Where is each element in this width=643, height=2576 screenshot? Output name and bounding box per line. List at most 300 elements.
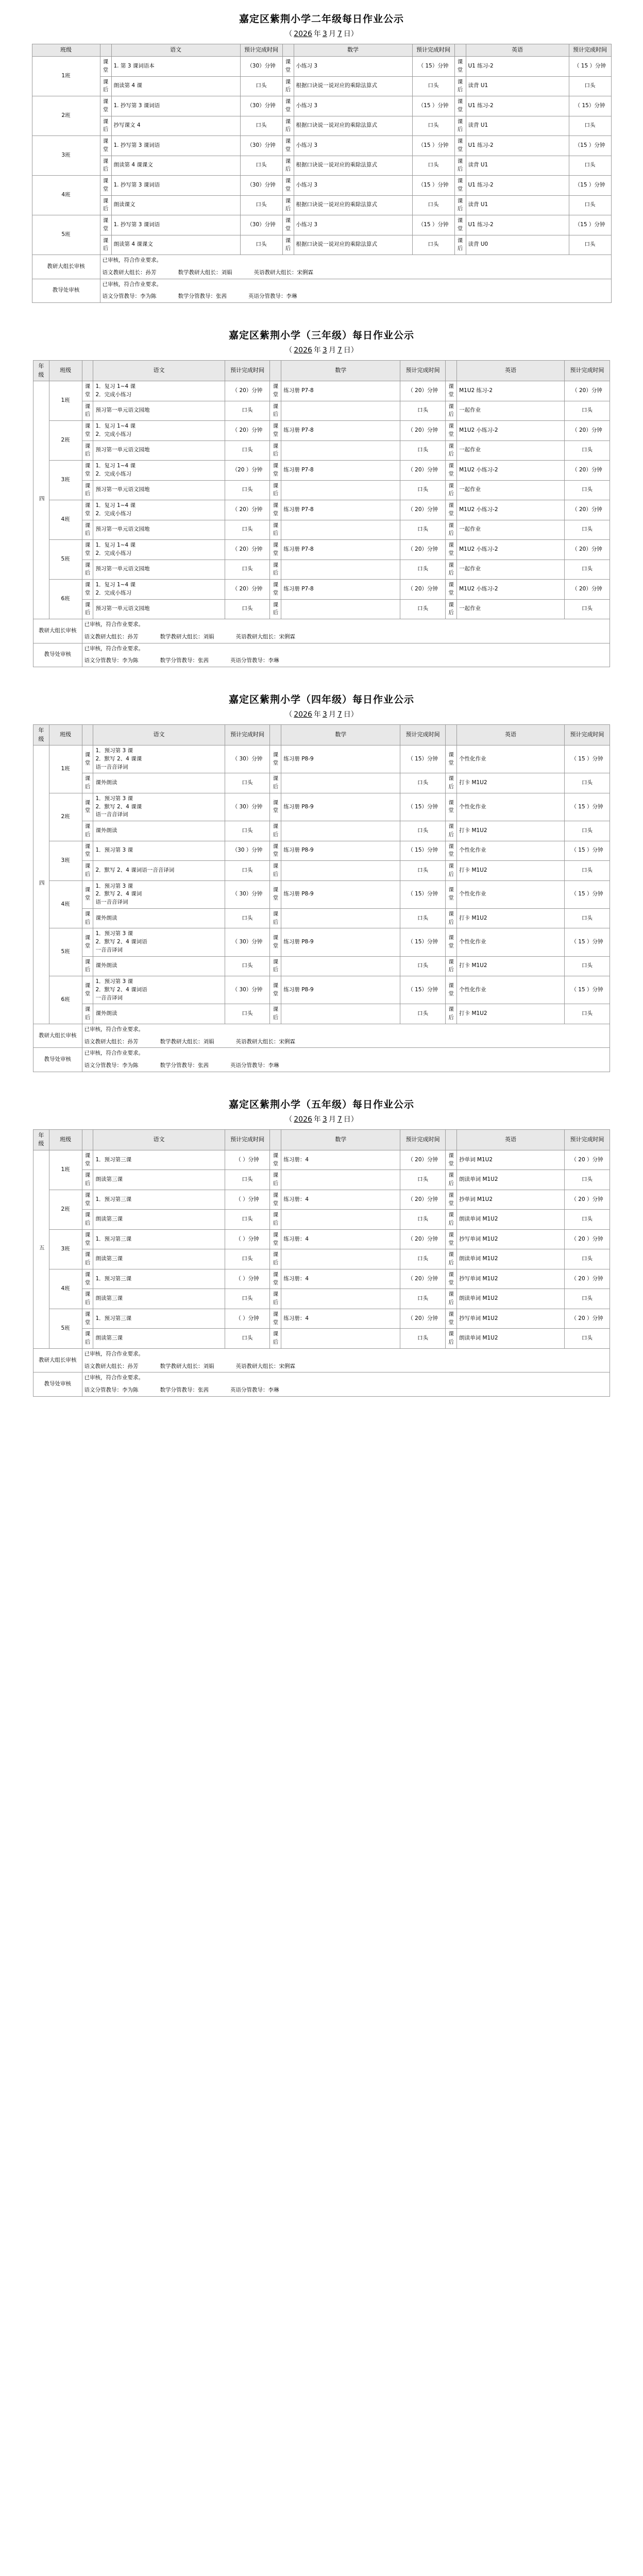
session-kind-chinese: 课堂 <box>82 461 93 481</box>
english-duration: （ 20）分钟 <box>564 421 610 441</box>
chinese-duration: （30 ）分钟 <box>225 841 270 861</box>
session-kind-math: 课后 <box>282 195 294 215</box>
page-title: 嘉定区紫荆小学（五年级）每日作业公示 <box>228 1098 414 1110</box>
column-header: 语文 <box>93 361 225 381</box>
session-kind-english: 课堂 <box>454 96 466 116</box>
chinese-duration: （30）分钟 <box>240 96 282 116</box>
session-kind-math: 课堂 <box>270 381 281 401</box>
column-header <box>454 44 466 57</box>
math-assignment <box>281 440 400 461</box>
math-duration: 口头 <box>400 1329 446 1349</box>
signoff-signers <box>84 1387 301 1393</box>
session-kind-chinese: 课后 <box>82 1004 93 1024</box>
signoff-label: 教导处审核 <box>33 643 82 667</box>
english-duration: （15 ）分钟 <box>569 215 611 235</box>
session-kind-chinese: 课堂 <box>100 215 111 235</box>
column-header <box>446 725 457 745</box>
column-header: 班级 <box>49 361 82 381</box>
session-kind-english: 课后 <box>446 861 457 881</box>
signoff-statement: 已审核，符合作业要求。 <box>102 257 162 263</box>
table-row <box>33 928 610 956</box>
chinese-assignment: 1. 抄写第 3 课词语 <box>111 136 240 156</box>
math-duration: 口头 <box>412 195 454 215</box>
class-label: 4班 <box>49 500 82 540</box>
column-header: 预计完成时间 <box>225 1129 270 1150</box>
math-assignment: 练习册：4 <box>281 1190 400 1210</box>
date-day-value: 7 <box>337 1115 342 1124</box>
english-duration: （ 20 ）分钟 <box>564 1269 610 1289</box>
math-duration: （ 15）分钟 <box>400 745 446 773</box>
signoff-body <box>82 1024 610 1048</box>
homework-table <box>33 360 610 667</box>
english-duration: 口头 <box>564 1289 610 1309</box>
column-header: 预计完成时间 <box>564 361 610 381</box>
table-row <box>33 520 610 540</box>
table-row <box>33 1269 610 1289</box>
math-assignment <box>281 821 400 841</box>
chinese-duration: （ 30）分钟 <box>225 928 270 956</box>
session-kind-english: 课后 <box>446 560 457 580</box>
session-kind-math: 课后 <box>270 1329 281 1349</box>
math-assignment: 小练习 3 <box>294 176 412 196</box>
math-assignment <box>281 1289 400 1309</box>
table-row <box>32 176 611 196</box>
class-label: 2班 <box>49 793 82 841</box>
math-assignment: 根据口诀说一说对应的乘除法算式 <box>294 156 412 176</box>
english-assignment: 朗读单词 M1U2 <box>457 1249 565 1269</box>
english-assignment: M1U2 小练习-2 <box>457 500 565 520</box>
signoff-label: 教研大组长审核 <box>32 255 100 279</box>
math-assignment <box>281 861 400 881</box>
signoff-signers <box>103 293 319 299</box>
column-header <box>270 725 281 745</box>
class-label: 1班 <box>49 381 82 421</box>
session-kind-english: 课堂 <box>446 1229 457 1249</box>
session-kind-english: 课堂 <box>454 136 466 156</box>
english-duration: 口头 <box>564 401 610 421</box>
signoff-row <box>33 1348 610 1372</box>
table-row <box>32 136 611 156</box>
chinese-assignment: 朗读第三课 <box>93 1289 225 1309</box>
math-assignment: 练习册 P8-9 <box>281 928 400 956</box>
session-kind-chinese: 课后 <box>100 156 111 176</box>
session-kind-chinese: 课堂 <box>100 176 111 196</box>
class-label: 6班 <box>49 580 82 619</box>
session-kind-chinese: 课堂 <box>82 880 93 908</box>
chinese-assignment: 朗读第三课 <box>93 1249 225 1269</box>
english-duration: （ 20）分钟 <box>564 381 610 401</box>
signoff-signer: 语文教研大组长：孙芳 <box>102 269 157 276</box>
session-kind-math: 课后 <box>270 440 281 461</box>
session-kind-chinese: 课后 <box>82 1249 93 1269</box>
english-assignment: 打卡 M1U2 <box>457 908 565 928</box>
math-duration: （ 20）分钟 <box>400 540 446 560</box>
signoff-row <box>33 1372 610 1397</box>
english-assignment: 读背 U1 <box>466 156 569 176</box>
math-assignment: 练习册 P7-8 <box>281 540 400 560</box>
chinese-assignment: 朗读第 4 课课文 <box>111 235 240 255</box>
chinese-duration: （30）分钟 <box>240 136 282 156</box>
signoff-signer: 语文分管教导：李为陈 <box>84 1387 139 1393</box>
date-year-unit: 年 <box>313 1115 321 1124</box>
math-assignment <box>281 480 400 500</box>
chinese-assignment: 1. 抄写第 3 课词语 <box>111 215 240 235</box>
signoff-body <box>82 643 610 667</box>
session-kind-chinese: 课后 <box>82 480 93 500</box>
session-kind-english: 课后 <box>446 908 457 928</box>
chinese-assignment: 1. 第 3 课词语本 <box>111 57 240 77</box>
math-duration: 口头 <box>400 861 446 881</box>
signoff-signer: 语文分管教导：李为陈 <box>84 1062 139 1069</box>
session-kind-chinese: 课堂 <box>100 96 111 116</box>
session-kind-math: 课后 <box>270 1249 281 1269</box>
english-assignment: 个性化作业 <box>457 793 565 821</box>
chinese-duration: 口头 <box>225 560 270 580</box>
session-kind-chinese: 课后 <box>82 861 93 881</box>
chinese-assignment: 预习第一单元语文园地 <box>93 480 225 500</box>
session-kind-chinese: 课堂 <box>82 1150 93 1170</box>
math-duration: 口头 <box>400 1249 446 1269</box>
english-duration: 口头 <box>569 235 611 255</box>
session-kind-math: 课堂 <box>270 1190 281 1210</box>
english-duration: （ 15 ）分钟 <box>564 793 610 821</box>
chinese-duration: 口头 <box>240 76 282 96</box>
english-duration: 口头 <box>569 76 611 96</box>
chinese-duration: 口头 <box>225 1289 270 1309</box>
session-kind-chinese: 课后 <box>82 1210 93 1230</box>
math-duration: 口头 <box>400 1210 446 1230</box>
table-row <box>32 96 611 116</box>
session-kind-english: 课堂 <box>446 1150 457 1170</box>
english-duration: 口头 <box>564 1004 610 1024</box>
table-row <box>33 841 610 861</box>
english-assignment: 个性化作业 <box>457 880 565 908</box>
session-kind-math: 课后 <box>282 76 294 96</box>
math-duration: 口头 <box>400 480 446 500</box>
session-kind-chinese: 课后 <box>82 1329 93 1349</box>
math-assignment <box>281 1170 400 1190</box>
date-month-unit: 月 <box>328 30 336 38</box>
math-assignment <box>281 599 400 619</box>
chinese-duration: （30）分钟 <box>240 57 282 77</box>
chinese-duration: （30）分钟 <box>240 176 282 196</box>
class-label: 4班 <box>49 1269 82 1309</box>
english-duration: 口头 <box>564 480 610 500</box>
english-assignment: U1 练习-2 <box>466 57 569 77</box>
english-duration: （ 20 ）分钟 <box>564 1309 610 1329</box>
chinese-assignment: 朗读课文 <box>111 195 240 215</box>
signoff-signer: 数学分管教导：张茜 <box>160 657 209 664</box>
english-assignment: 打卡 M1U2 <box>457 861 565 881</box>
signoff-signer: 英语分管教导：李琳 <box>248 293 297 300</box>
chinese-assignment: 1．复习 1~4 课 2．完成小练习 <box>93 500 225 520</box>
english-duration: （ 20 ）分钟 <box>564 1190 610 1210</box>
math-duration: （ 20）分钟 <box>400 1309 446 1329</box>
signoff-statement: 已审核，符合作业要求。 <box>84 1026 144 1032</box>
table-row <box>32 195 611 215</box>
math-assignment: 根据口诀说一说对应的乘除法算式 <box>294 76 412 96</box>
english-assignment: 抄写单词 M1U2 <box>457 1269 565 1289</box>
column-header: 预计完成时间 <box>400 361 446 381</box>
english-assignment: M1U2 小练习-2 <box>457 421 565 441</box>
signoff-label: 教导处审核 <box>33 1372 82 1397</box>
session-kind-chinese: 课后 <box>82 401 93 421</box>
english-duration: 口头 <box>569 116 611 136</box>
math-duration: （15 ）分钟 <box>412 136 454 156</box>
chinese-assignment: 预习第一单元语文园地 <box>93 440 225 461</box>
column-header: 语文 <box>93 1129 225 1150</box>
session-kind-english: 课堂 <box>446 421 457 441</box>
column-header <box>270 1129 281 1150</box>
session-kind-chinese: 课后 <box>100 195 111 215</box>
date-day-unit: 日 <box>343 1115 351 1124</box>
chinese-assignment: 1．预习第三课 <box>93 1269 225 1289</box>
class-label: 5班 <box>49 928 82 976</box>
date-day-unit: 日 <box>343 346 351 354</box>
column-header <box>82 725 93 745</box>
english-duration: （ 15）分钟 <box>569 96 611 116</box>
chinese-assignment: 1．复习 1~4 课 2．完成小练习 <box>93 540 225 560</box>
signoff-body <box>100 279 611 303</box>
chinese-duration: 口头 <box>240 235 282 255</box>
chinese-duration: 口头 <box>225 401 270 421</box>
grade-label <box>33 381 49 619</box>
english-duration: （ 20）分钟 <box>564 461 610 481</box>
signoff-signers <box>84 634 317 640</box>
chinese-assignment: 1．预习第 3 课 2．默写 2、4 课词语 一音音译词 <box>93 928 225 956</box>
math-duration: 口头 <box>400 401 446 421</box>
chinese-duration: 口头 <box>225 908 270 928</box>
math-assignment <box>281 1004 400 1024</box>
english-assignment: 个性化作业 <box>457 976 565 1004</box>
session-kind-chinese: 课堂 <box>82 540 93 560</box>
date-month-value: 3 <box>322 30 327 38</box>
chinese-duration: 口头 <box>225 1249 270 1269</box>
session-kind-math: 课后 <box>270 1210 281 1230</box>
chinese-duration: （ 20）分钟 <box>225 580 270 600</box>
math-duration: （15 ）分钟 <box>412 215 454 235</box>
session-kind-chinese: 课后 <box>82 560 93 580</box>
session-kind-english: 课后 <box>446 956 457 976</box>
signoff-statement: 已审核，符合作业要求。 <box>84 621 144 628</box>
math-duration: （ 20）分钟 <box>400 1190 446 1210</box>
publish-date <box>0 1114 643 1129</box>
english-assignment: 抄写单词 M1U2 <box>457 1229 565 1249</box>
session-kind-math: 课堂 <box>270 745 281 773</box>
math-duration: （ 15）分钟 <box>400 928 446 956</box>
signoff-signer: 语文分管教导：李为陈 <box>102 293 157 300</box>
math-assignment: 练习册 P8-9 <box>281 793 400 821</box>
signoff-signer: 语文教研大组长：孙芳 <box>84 1363 139 1369</box>
homework-table <box>33 1129 610 1397</box>
session-kind-english: 课堂 <box>446 381 457 401</box>
column-header: 数学 <box>281 725 400 745</box>
publish-date <box>0 28 643 44</box>
table-row <box>33 908 610 928</box>
math-duration: 口头 <box>400 1004 446 1024</box>
chinese-assignment: 1．预习第 3 课 2．默写 2、4 课词语 一音音译词 <box>93 976 225 1004</box>
session-kind-english: 课后 <box>446 401 457 421</box>
english-duration: （ 15 ）分钟 <box>569 57 611 77</box>
math-duration: 口头 <box>412 235 454 255</box>
grade-label <box>33 1150 49 1348</box>
chinese-assignment: 1．复习 1~4 课 2．完成小练习 <box>93 580 225 600</box>
math-duration: 口头 <box>400 1170 446 1190</box>
date-close-paren: ） <box>350 710 358 719</box>
date-month-unit: 月 <box>328 710 336 719</box>
english-assignment: 抄单词 M1U2 <box>457 1150 565 1170</box>
table-row <box>33 1289 610 1309</box>
math-duration: （ 20）分钟 <box>400 500 446 520</box>
english-assignment: 抄单词 M1U2 <box>457 1190 565 1210</box>
session-kind-math: 课后 <box>270 861 281 881</box>
session-kind-chinese: 课后 <box>82 520 93 540</box>
math-duration: （ 15）分钟 <box>400 880 446 908</box>
session-kind-math: 课后 <box>270 1004 281 1024</box>
english-assignment: 个性化作业 <box>457 841 565 861</box>
session-kind-math: 课堂 <box>282 57 294 77</box>
session-kind-math: 课后 <box>270 599 281 619</box>
math-duration: （ 20）分钟 <box>400 421 446 441</box>
signoff-row <box>33 1048 610 1072</box>
english-assignment: 抄写单词 M1U2 <box>457 1309 565 1329</box>
signoff-label: 教导处审核 <box>33 1048 82 1072</box>
signoff-signer: 英语教研大组长：宋俐霖 <box>235 633 296 640</box>
table-row <box>33 401 610 421</box>
table-row <box>32 76 611 96</box>
table-row <box>32 57 611 77</box>
signoff-body <box>82 1348 610 1372</box>
column-header: 数学 <box>294 44 412 57</box>
chinese-duration: 口头 <box>225 1170 270 1190</box>
math-assignment: 练习册 P8-9 <box>281 880 400 908</box>
date-year-unit: 年 <box>313 710 321 719</box>
grade-label-text: 四 <box>38 880 45 886</box>
math-duration: （15 ）分钟 <box>412 176 454 196</box>
date-month-value: 3 <box>322 1115 327 1124</box>
table-row <box>32 156 611 176</box>
math-duration: （ 15）分钟 <box>400 841 446 861</box>
chinese-duration: （ 20）分钟 <box>225 500 270 520</box>
english-assignment: 读背 U1 <box>466 195 569 215</box>
session-kind-english: 课堂 <box>446 745 457 773</box>
english-assignment: 读背 U1 <box>466 116 569 136</box>
session-kind-chinese: 课堂 <box>82 928 93 956</box>
english-duration: 口头 <box>564 560 610 580</box>
table-row <box>33 1150 610 1170</box>
table-row <box>33 880 610 908</box>
class-label: 3班 <box>32 136 100 176</box>
math-assignment: 小练习 3 <box>294 136 412 156</box>
chinese-assignment: 课外朗读 <box>93 821 225 841</box>
chinese-duration: 口头 <box>225 599 270 619</box>
session-kind-math: 课堂 <box>270 580 281 600</box>
table-row <box>33 773 610 793</box>
signoff-signer: 英语分管教导：李琳 <box>230 657 279 664</box>
english-assignment: 一起作业 <box>457 401 565 421</box>
table-row <box>33 1249 610 1269</box>
chinese-duration: 口头 <box>225 520 270 540</box>
column-header: 语文 <box>111 44 240 57</box>
math-assignment: 小练习 3 <box>294 215 412 235</box>
session-kind-chinese: 课后 <box>100 116 111 136</box>
session-kind-chinese: 课后 <box>82 773 93 793</box>
session-kind-math: 课后 <box>270 956 281 976</box>
session-kind-chinese: 课堂 <box>82 421 93 441</box>
session-kind-chinese: 课后 <box>100 76 111 96</box>
chinese-duration: （ 20）分钟 <box>225 381 270 401</box>
math-duration: 口头 <box>400 599 446 619</box>
session-kind-english: 课堂 <box>454 176 466 196</box>
english-duration: （ 15 ）分钟 <box>564 880 610 908</box>
math-assignment <box>281 560 400 580</box>
chinese-duration: （ ）分钟 <box>225 1190 270 1210</box>
table-row <box>33 793 610 821</box>
column-header: 预计完成时间 <box>240 44 282 57</box>
session-kind-math: 课堂 <box>282 176 294 196</box>
session-kind-math: 课堂 <box>282 96 294 116</box>
homework-document <box>0 1086 643 1397</box>
session-kind-math: 课堂 <box>270 540 281 560</box>
session-kind-math: 课堂 <box>270 421 281 441</box>
table-row <box>33 956 610 976</box>
signoff-signer: 语文教研大组长：孙芳 <box>84 633 139 640</box>
session-kind-chinese: 课后 <box>82 956 93 976</box>
chinese-assignment: 抄写课文 4 <box>111 116 240 136</box>
signoff-row <box>33 643 610 667</box>
math-assignment: 练习册 P7-8 <box>281 580 400 600</box>
session-kind-math: 课堂 <box>270 880 281 908</box>
chinese-assignment: 预习第一单元语文园地 <box>93 401 225 421</box>
math-assignment: 根据口诀说一说对应的乘除法算式 <box>294 235 412 255</box>
english-assignment: 一起作业 <box>457 480 565 500</box>
signoff-signers <box>103 269 335 276</box>
math-duration: （ 15）分钟 <box>400 793 446 821</box>
session-kind-math: 课后 <box>270 560 281 580</box>
session-kind-math: 课堂 <box>270 841 281 861</box>
chinese-duration: 口头 <box>225 821 270 841</box>
chinese-assignment: 1．预习第 3 课 <box>93 841 225 861</box>
math-assignment: 练习册：4 <box>281 1229 400 1249</box>
table-row <box>32 235 611 255</box>
chinese-assignment: 预习第一单元语文园地 <box>93 599 225 619</box>
chinese-assignment: 课外朗读 <box>93 956 225 976</box>
signoff-row <box>32 255 611 279</box>
english-duration: 口头 <box>569 156 611 176</box>
session-kind-english: 课堂 <box>446 580 457 600</box>
math-assignment: 练习册 P7-8 <box>281 421 400 441</box>
class-label: 2班 <box>49 421 82 461</box>
signoff-signer: 英语教研大组长：宋俐霖 <box>253 269 313 276</box>
math-assignment: 练习册：4 <box>281 1309 400 1329</box>
chinese-assignment: 朗读第三课 <box>93 1170 225 1190</box>
table-row <box>33 1004 610 1024</box>
math-assignment: 根据口诀说一说对应的乘除法算式 <box>294 116 412 136</box>
chinese-assignment: 1. 抄写第 3 课词语 <box>111 176 240 196</box>
session-kind-english: 课堂 <box>446 1309 457 1329</box>
chinese-assignment: 课外朗读 <box>93 1004 225 1024</box>
english-duration: 口头 <box>564 908 610 928</box>
session-kind-english: 课后 <box>454 235 466 255</box>
english-assignment: 一起作业 <box>457 440 565 461</box>
session-kind-english: 课堂 <box>446 976 457 1004</box>
session-kind-math: 课堂 <box>270 976 281 1004</box>
date-close-paren: ） <box>350 30 358 38</box>
class-label: 1班 <box>32 57 100 96</box>
session-kind-math: 课堂 <box>270 500 281 520</box>
english-assignment: 一起作业 <box>457 560 565 580</box>
math-assignment <box>281 908 400 928</box>
